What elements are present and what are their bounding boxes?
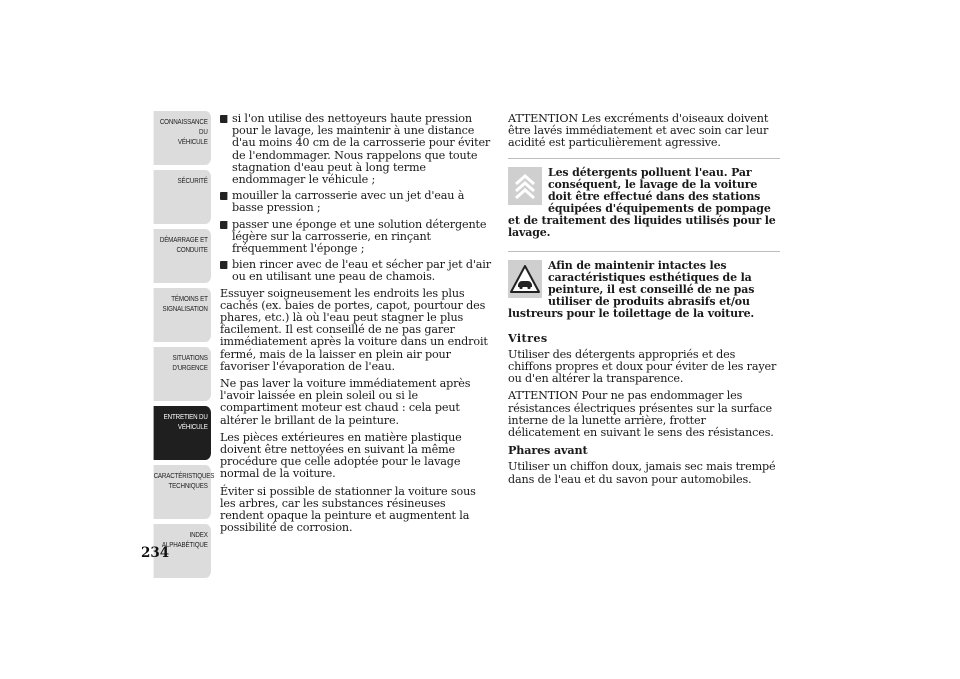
paragraph: Essuyer soigneusement les endroits les plus cachés (ex. baies de portes, capot, pourtour des phares, etc.) là où l'eau peut stagner le plus facilement. Il est conseillé de ne pas garer immédiatement après la voiture dans un endroit fermé, mais de la laisser en plein air pour favoriser l'évaporation de l'eau. <box>220 286 488 373</box>
attention-note: ATTENTION Pour ne pas endommager les résistances électriques présentes sur la surface interne de la lunette arrière, frotter délicatement en suivant le sens des résistances. <box>508 389 774 440</box>
tab-label: TÉMOINS ET SIGNALISATION <box>162 294 208 313</box>
list-item-text: bien rincer avec de l'eau et sécher par jet d'air ou en utilisant une peau de chamois. <box>232 258 491 284</box>
left-column <box>220 113 492 540</box>
list-item-text: mouiller la carrosserie avec un jet d'eau à basse pression ; <box>232 189 465 215</box>
page-number: 234 <box>141 545 170 561</box>
paragraph: Ne pas laver la voiture immédiatement après l'avoir laissée en plein soleil ou si le compartiment moteur est chaud : cela peut altérer le brillant de la peinture. <box>220 377 471 427</box>
tab-situations-d-urgence[interactable] <box>154 347 211 401</box>
paragraph: Utiliser un chiffon doux, jamais sec mais trempé dans de l'eau et du savon pour automobiles. <box>508 460 776 486</box>
bullet-list <box>220 113 492 284</box>
list-item <box>220 190 492 214</box>
right-column <box>508 113 780 491</box>
list-item <box>220 219 492 256</box>
tab-label: ENTRETIEN DU VÉHICULE <box>163 412 208 431</box>
list-item <box>220 259 492 283</box>
section-heading-phares: Phares avant <box>508 443 588 458</box>
attention-note: ATTENTION Les excréments d'oiseaux doivent être lavés immédiatement et avec soin car leur acidité est particulièrement agressive. <box>508 112 769 150</box>
tab-label: SÉCURITÉ <box>177 176 208 185</box>
tab-label: DÉMARRAGE ET CONDUITE <box>159 235 208 254</box>
warning-text: Les détergents polluent l'eau. Par conséquent, le lavage de la voiture doit être effectué dans des stations équipées d'équipements de pompage et de traitement des liquides utilisés pour le lavage. <box>508 165 776 239</box>
list-item <box>220 113 492 186</box>
section-heading-vitres: Vitres <box>508 330 548 345</box>
paint-warning <box>508 251 780 320</box>
paragraph: Éviter si possible de stationner la voiture sous les arbres, car les substances résineuses rendent opaque la peinture et augmentent la possibilité de corrosion. <box>220 484 476 535</box>
car-warning-triangle-icon <box>508 260 542 298</box>
checkbox-bullet-icon <box>220 115 228 123</box>
paragraph: Utiliser des détergents appropriés et des chiffons propres et doux pour éviter de les rayer ou d'en altérer la transparence. <box>508 347 777 386</box>
list-item-text: si l'on utilise des nettoyeurs haute pression pour le lavage, les maintenir à une distance d'au moins 40 cm de la carrosserie pour éviter de l'endommager. Nous rappelons que toute stagnation d'eau peut à long terme endommager le véhicule ; <box>232 112 491 187</box>
tab-label: CARACTÉRISTIQUES TECHNIQUES <box>153 471 215 490</box>
tab-label: SITUATIONS D'URGENCE <box>172 353 208 372</box>
tab-connaissance-du-vehicule[interactable] <box>154 111 211 165</box>
tab-demarrage-et-conduite[interactable] <box>154 229 211 283</box>
warning-text: Afin de maintenir intactes les caractéristiques esthétiques de la peinture, il est conseillé de ne pas utiliser de produits abrasifs et/ou lustreurs pour le toilettage de la voiture. <box>508 258 755 320</box>
checkbox-bullet-icon <box>220 192 228 200</box>
tab-label: INDEX ALPHABÉTIQUE <box>161 530 208 549</box>
chapter-sidebar <box>141 111 215 583</box>
tab-temoins-et-signalisation[interactable] <box>154 288 211 342</box>
environment-chevron-icon <box>508 167 542 205</box>
paragraph: Les pièces extérieures en matière plastique doivent être nettoyées en suivant la même procédure que celle adoptée pour le lavage normal de la voiture. <box>220 430 462 481</box>
checkbox-bullet-icon <box>220 221 228 229</box>
tab-entretien-du-vehicule[interactable] <box>154 406 211 460</box>
checkbox-bullet-icon <box>220 261 228 269</box>
tab-caracteristiques-techniques[interactable] <box>153 465 215 519</box>
tab-securite[interactable] <box>154 170 211 224</box>
environment-warning <box>508 158 780 239</box>
tab-label: CONNAISSANCE DU VÉHICULE <box>159 117 208 146</box>
list-item-text: passer une éponge et une solution détergente légère sur la carrosserie, en rinçant fréquemment l'éponge ; <box>232 217 487 256</box>
